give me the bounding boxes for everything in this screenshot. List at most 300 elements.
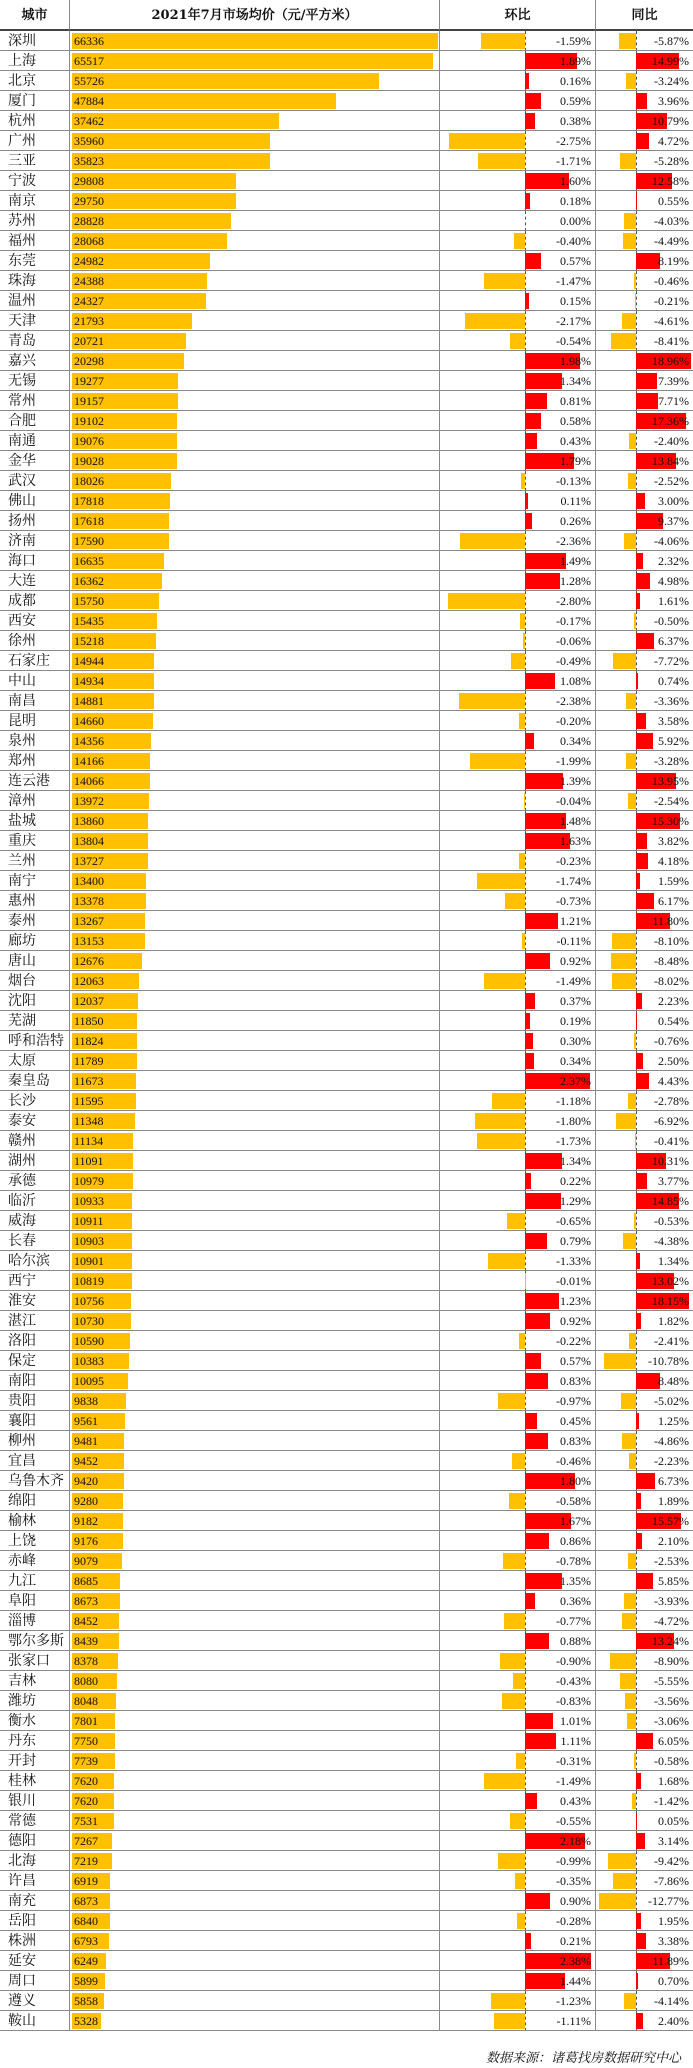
mom-cell-value: 1.44%: [560, 1974, 591, 1988]
mom-cell: [440, 771, 596, 791]
yoy-cell: [596, 1931, 693, 1951]
yoy-cell: [596, 811, 693, 831]
mom-cell-value: -2.80%: [556, 594, 591, 608]
price-cell: [70, 1711, 440, 1731]
mom-cell: [440, 1511, 596, 1531]
yoy-cell-value: 0.74%: [658, 674, 689, 688]
price-cell: [70, 1091, 440, 1111]
table-row: [0, 1851, 693, 1871]
zero-axis: [636, 1871, 637, 1891]
mom-cell: [440, 1251, 596, 1271]
price-cell: [70, 411, 440, 431]
yoy-cell-value: 14.85%: [652, 1194, 689, 1208]
price-cell: [70, 631, 440, 651]
zero-axis: [525, 1911, 526, 1931]
price-value: 5899: [74, 1974, 98, 1988]
price-value: 12063: [74, 974, 104, 988]
table-row: [0, 1231, 693, 1251]
mom-cell-value: -0.04%: [556, 794, 591, 808]
zero-axis: [636, 1331, 637, 1351]
yoy-cell: [596, 391, 693, 411]
price-cell: [70, 31, 440, 51]
yoy-cell: [596, 1451, 693, 1471]
zero-axis: [636, 1551, 637, 1571]
yoy-cell-value: 3.82%: [658, 834, 689, 848]
zero-axis: [636, 1711, 637, 1731]
zero-axis: [636, 1751, 637, 1771]
price-value: 6873: [74, 1894, 98, 1908]
zero-axis: [636, 1591, 637, 1611]
price-cell: [70, 851, 440, 871]
negative-bar: [498, 1393, 525, 1409]
yoy-cell-value: -2.78%: [654, 1094, 689, 1108]
table-row: [0, 1391, 693, 1411]
yoy-cell: [596, 1291, 693, 1311]
table-row: [0, 1311, 693, 1331]
price-value: 14944: [74, 654, 104, 668]
mom-cell-value: 1.49%: [560, 554, 591, 568]
mom-cell-value: 1.34%: [560, 374, 591, 388]
price-value: 20721: [74, 334, 104, 348]
yoy-cell: [596, 1971, 693, 1991]
yoy-cell: [596, 1011, 693, 1031]
negative-bar: [519, 713, 525, 729]
mom-cell-value: 2.38%: [560, 1954, 591, 1968]
yoy-cell-value: -2.54%: [654, 794, 689, 808]
mom-cell-value: 1.01%: [560, 1714, 591, 1728]
table-row: [0, 431, 693, 451]
yoy-cell-value: 0.54%: [658, 1014, 689, 1028]
yoy-cell-value: -2.23%: [654, 1454, 689, 1468]
city-name: 常德: [0, 1811, 70, 1831]
negative-bar: [505, 893, 525, 909]
negative-bar: [634, 273, 635, 289]
mom-cell-value: 0.21%: [560, 1934, 591, 1948]
price-cell: [70, 1131, 440, 1151]
zero-axis: [636, 751, 637, 771]
city-name: 赣州: [0, 1131, 70, 1151]
yoy-cell-value: -8.48%: [654, 954, 689, 968]
price-cell: [70, 1751, 440, 1771]
mom-cell: [440, 1591, 596, 1611]
price-value: 17590: [74, 534, 104, 548]
negative-bar: [634, 1033, 636, 1049]
table-row: [0, 591, 693, 611]
zero-axis: [636, 1091, 637, 1111]
city-name: 盐城: [0, 811, 70, 831]
mom-cell-value: 0.92%: [560, 954, 591, 968]
yoy-cell: [596, 1031, 693, 1051]
positive-bar: [525, 1233, 547, 1249]
positive-bar: [636, 1913, 642, 1929]
zero-axis: [525, 1211, 526, 1231]
yoy-cell: [596, 1691, 693, 1711]
zero-axis: [636, 1451, 637, 1471]
positive-bar: [636, 733, 653, 749]
table-row: [0, 1631, 693, 1651]
yoy-cell-value: -4.49%: [654, 234, 689, 248]
zero-axis: [525, 691, 526, 711]
yoy-cell-value: 0.05%: [658, 1814, 689, 1828]
mom-cell-value: -0.06%: [556, 634, 591, 648]
price-cell: [70, 551, 440, 571]
table-row: [0, 1651, 693, 1671]
mom-cell: [440, 651, 596, 671]
positive-bar: [525, 913, 558, 929]
mom-cell-value: 1.79%: [560, 454, 591, 468]
table-row: [0, 1431, 693, 1451]
price-cell: [70, 711, 440, 731]
negative-bar: [616, 1113, 636, 1129]
city-name: 廊坊: [0, 931, 70, 951]
zero-axis: [636, 471, 637, 491]
negative-bar: [465, 313, 525, 329]
city-name: 沈阳: [0, 991, 70, 1011]
city-name: 秦皇岛: [0, 1071, 70, 1091]
yoy-cell: [596, 71, 693, 91]
city-name: 金华: [0, 451, 70, 471]
yoy-cell: [596, 171, 693, 191]
yoy-cell: [596, 291, 693, 311]
negative-bar: [622, 313, 635, 329]
price-value: 11348: [74, 1114, 104, 1128]
yoy-cell: [596, 591, 693, 611]
mom-cell: [440, 1631, 596, 1651]
price-value: 8439: [74, 1634, 98, 1648]
yoy-cell-value: -4.86%: [654, 1434, 689, 1448]
table-row: [0, 1191, 693, 1211]
zero-axis: [525, 851, 526, 871]
price-cell: [70, 1951, 440, 1971]
negative-bar: [484, 273, 525, 289]
mom-cell: [440, 531, 596, 551]
yoy-cell: [596, 131, 693, 151]
price-cell: [70, 1331, 440, 1351]
table-row: [0, 1871, 693, 1891]
price-cell: [70, 111, 440, 131]
positive-bar: [636, 1973, 638, 1989]
mom-cell-value: 1.98%: [560, 354, 591, 368]
mom-cell: [440, 571, 596, 591]
negative-bar: [610, 1653, 636, 1669]
negative-bar: [611, 953, 636, 969]
price-value: 15435: [74, 614, 104, 628]
negative-bar: [478, 153, 525, 169]
zero-axis: [636, 691, 637, 711]
zero-axis: [525, 971, 526, 991]
yoy-cell: [596, 191, 693, 211]
yoy-cell-value: -0.58%: [654, 1754, 689, 1768]
positive-bar: [525, 373, 562, 389]
mom-cell: [440, 1951, 596, 1971]
price-cell: [70, 431, 440, 451]
yoy-cell: [596, 1551, 693, 1571]
mom-cell-value: -0.90%: [556, 1654, 591, 1668]
city-name: 洛阳: [0, 1331, 70, 1351]
city-name: 厦门: [0, 91, 70, 111]
zero-axis: [525, 751, 526, 771]
price-value: 10979: [74, 1174, 104, 1188]
yoy-cell: [596, 1111, 693, 1131]
city-name: 襄阳: [0, 1411, 70, 1431]
price-cell: [70, 391, 440, 411]
zero-axis: [636, 611, 637, 631]
price-cell: [70, 291, 440, 311]
table-row: [0, 1531, 693, 1551]
table-row: [0, 871, 693, 891]
yoy-cell-value: -4.03%: [654, 214, 689, 228]
mom-cell-value: 1.80%: [560, 1474, 591, 1488]
yoy-cell-value: -0.76%: [654, 1034, 689, 1048]
mom-cell-value: 1.67%: [560, 1514, 591, 1528]
price-value: 19277: [74, 374, 104, 388]
mom-cell-value: -1.49%: [556, 1774, 591, 1788]
negative-bar: [494, 2013, 525, 2029]
price-value: 10095: [74, 1374, 104, 1388]
table-row: [0, 531, 693, 551]
yoy-cell: [596, 151, 693, 171]
price-cell: [70, 611, 440, 631]
table-row: [0, 331, 693, 351]
mom-cell-value: -0.13%: [556, 474, 591, 488]
city-name: 南昌: [0, 691, 70, 711]
yoy-cell-value: -7.72%: [654, 654, 689, 668]
negative-bar: [521, 473, 525, 489]
yoy-cell: [596, 211, 693, 231]
negative-bar: [627, 1713, 636, 1729]
mom-cell: [440, 291, 596, 311]
mom-cell-value: 0.57%: [560, 254, 591, 268]
positive-bar: [525, 1933, 531, 1949]
mom-cell-value: 1.39%: [560, 774, 591, 788]
price-value: 28828: [74, 214, 104, 228]
price-cell: [70, 1271, 440, 1291]
mom-cell: [440, 31, 596, 51]
mom-cell-value: 2.18%: [560, 1834, 591, 1848]
zero-axis: [636, 1811, 637, 1831]
yoy-cell-value: -2.41%: [654, 1334, 689, 1348]
zero-axis: [636, 1611, 637, 1631]
zero-axis: [525, 1091, 526, 1111]
yoy-cell: [596, 1851, 693, 1871]
price-value: 9838: [74, 1394, 98, 1408]
table-row: [0, 1291, 693, 1311]
mom-cell: [440, 1431, 596, 1451]
yoy-cell: [596, 1431, 693, 1451]
mom-cell: [440, 891, 596, 911]
table-row: [0, 1131, 693, 1151]
city-name: 北京: [0, 71, 70, 91]
zero-axis: [525, 1331, 526, 1351]
yoy-cell-value: -2.52%: [654, 474, 689, 488]
price-value: 19102: [74, 414, 104, 428]
price-cell: [70, 1451, 440, 1471]
table-row: [0, 71, 693, 91]
mom-cell-value: 0.26%: [560, 514, 591, 528]
positive-bar: [636, 193, 638, 209]
zero-axis: [525, 1851, 526, 1871]
mom-cell-value: -0.17%: [556, 614, 591, 628]
yoy-cell-value: 11.89%: [652, 1954, 689, 1968]
price-cell: [70, 2011, 440, 2031]
yoy-cell: [596, 471, 693, 491]
price-cell: [70, 151, 440, 171]
table-row: [0, 1591, 693, 1611]
negative-bar: [632, 1793, 636, 1809]
table-row: [0, 1931, 693, 1951]
city-name: 东莞: [0, 251, 70, 271]
price-value: 10383: [74, 1354, 104, 1368]
mom-cell: [440, 711, 596, 731]
negative-bar: [516, 1753, 525, 1769]
mom-cell-value: 0.38%: [560, 114, 591, 128]
positive-bar: [525, 993, 535, 1009]
yoy-cell-value: 3.14%: [658, 1834, 689, 1848]
yoy-cell-value: 8.19%: [658, 254, 689, 268]
positive-bar: [636, 2013, 643, 2029]
price-value: 8048: [74, 1694, 98, 1708]
price-cell: [70, 1231, 440, 1251]
negative-bar: [612, 933, 636, 949]
price-cell: [70, 731, 440, 751]
yoy-cell-value: 1.59%: [658, 874, 689, 888]
mom-cell: [440, 1211, 596, 1231]
zero-axis: [636, 651, 637, 671]
price-cell: [70, 471, 440, 491]
price-value: 7801: [74, 1714, 98, 1728]
negative-bar: [520, 613, 525, 629]
yoy-cell-value: 3.58%: [658, 714, 689, 728]
price-cell: [70, 131, 440, 151]
price-value: 6249: [74, 1954, 98, 1968]
city-name: 鄂尔多斯: [0, 1631, 70, 1651]
price-value: 55726: [74, 74, 104, 88]
mom-cell-value: 0.88%: [560, 1634, 591, 1648]
negative-bar: [500, 1653, 525, 1669]
mom-cell: [440, 1791, 596, 1811]
mom-cell: [440, 1291, 596, 1311]
mom-cell-value: 0.92%: [560, 1314, 591, 1328]
mom-cell-value: 0.11%: [560, 494, 591, 508]
mom-cell-value: 1.60%: [560, 174, 591, 188]
negative-bar: [624, 1593, 635, 1609]
mom-cell: [440, 1111, 596, 1131]
yoy-cell-value: -3.24%: [654, 74, 689, 88]
price-cell: [70, 831, 440, 851]
mom-cell-value: -2.75%: [556, 134, 591, 148]
mom-cell-value: -1.47%: [556, 274, 591, 288]
price-value: 6793: [74, 1934, 98, 1948]
mom-cell-value: 1.63%: [560, 834, 591, 848]
price-value: 9481: [74, 1434, 98, 1448]
city-name: 石家庄: [0, 651, 70, 671]
city-name: 兰州: [0, 851, 70, 871]
city-name: 遵义: [0, 1991, 70, 2011]
price-cell: [70, 1531, 440, 1551]
table-row: [0, 631, 693, 651]
table-row: [0, 1171, 693, 1191]
yoy-cell-value: -4.38%: [654, 1234, 689, 1248]
table-row: [0, 111, 693, 131]
mom-cell-value: -0.78%: [556, 1554, 591, 1568]
negative-bar: [491, 1993, 525, 2009]
yoy-cell: [596, 1951, 693, 1971]
yoy-cell: [596, 1531, 693, 1551]
table-row: [0, 371, 693, 391]
yoy-cell-value: 5.92%: [658, 734, 689, 748]
negative-bar: [626, 753, 636, 769]
price-value: 13378: [74, 894, 104, 908]
mom-cell: [440, 1031, 596, 1051]
price-value: 16635: [74, 554, 104, 568]
yoy-cell: [596, 1151, 693, 1171]
price-cell: [70, 1891, 440, 1911]
negative-bar: [611, 333, 635, 349]
positive-bar: [525, 253, 541, 269]
negative-bar: [524, 793, 525, 809]
yoy-cell-value: -4.61%: [654, 314, 689, 328]
mom-cell: [440, 731, 596, 751]
table-row: [0, 1911, 693, 1931]
mom-cell: [440, 591, 596, 611]
yoy-cell-value: 0.55%: [658, 194, 689, 208]
city-name: 烟台: [0, 971, 70, 991]
price-value: 47884: [74, 94, 104, 108]
mom-cell: [440, 1131, 596, 1151]
table-row: [0, 2011, 693, 2031]
table-row: [0, 1731, 693, 1751]
yoy-cell: [596, 1171, 693, 1191]
zero-axis: [636, 1231, 637, 1251]
yoy-cell: [596, 31, 693, 51]
price-value: 8378: [74, 1654, 98, 1668]
positive-bar: [525, 1433, 548, 1449]
yoy-cell: [596, 491, 693, 511]
yoy-cell-value: 13.84%: [652, 454, 689, 468]
price-cell: [70, 1411, 440, 1431]
yoy-cell: [596, 231, 693, 251]
price-value: 13972: [74, 794, 104, 808]
negative-bar: [511, 653, 525, 669]
price-value: 7620: [74, 1774, 98, 1788]
mom-cell: [440, 2011, 596, 2031]
yoy-cell: [596, 1891, 693, 1911]
table-row: [0, 971, 693, 991]
yoy-cell-value: 1.89%: [658, 1494, 689, 1508]
city-name: 南通: [0, 431, 70, 451]
price-cell: [70, 311, 440, 331]
yoy-cell-value: 5.85%: [658, 1574, 689, 1588]
mom-cell: [440, 511, 596, 531]
yoy-cell: [596, 271, 693, 291]
mom-cell-value: 0.18%: [560, 194, 591, 208]
price-cell: [70, 571, 440, 591]
price-value: 28068: [74, 234, 104, 248]
yoy-cell-value: 1.34%: [658, 1254, 689, 1268]
negative-bar: [470, 753, 525, 769]
mom-cell-value: 0.90%: [560, 1894, 591, 1908]
price-value: 10903: [74, 1234, 104, 1248]
price-value: 10756: [74, 1294, 104, 1308]
yoy-cell-value: 9.37%: [658, 514, 689, 528]
zero-axis: [525, 1671, 526, 1691]
mom-cell: [440, 371, 596, 391]
negative-bar: [626, 73, 635, 89]
yoy-cell: [596, 871, 693, 891]
negative-bar: [619, 33, 636, 49]
mom-cell: [440, 991, 596, 1011]
mom-cell-value: -0.43%: [556, 1674, 591, 1688]
